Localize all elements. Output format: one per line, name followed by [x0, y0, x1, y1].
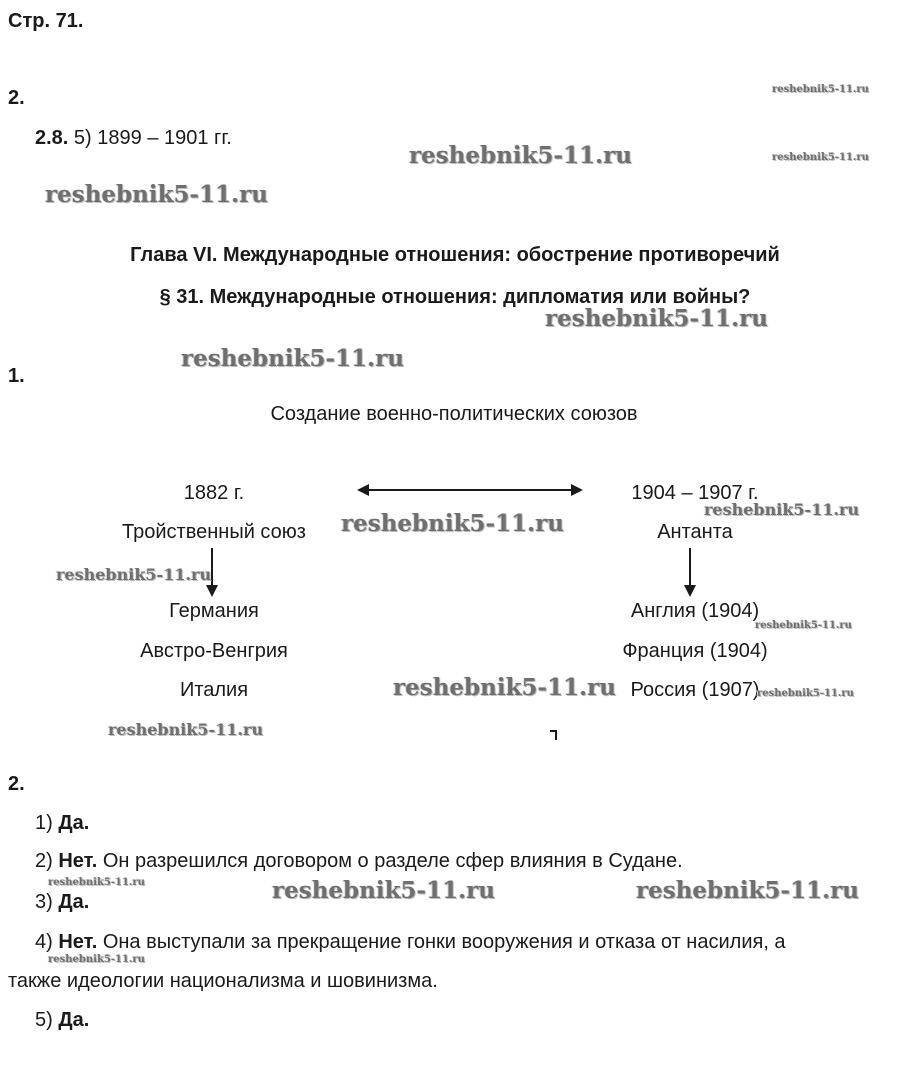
answer-verdict: Нет. — [58, 931, 98, 953]
left-alliance-name: Тройственный союз — [122, 521, 306, 543]
page-label: Стр. 71. — [8, 10, 84, 32]
left-member: Австро-Венгрия — [140, 640, 288, 662]
answer-number: 4) — [35, 931, 53, 953]
watermark: reshebnik5-11.ru — [704, 500, 860, 519]
answer-row — [35, 850, 683, 873]
watermark: reshebnik5-11.ru — [772, 152, 869, 163]
diagram-title: Создание военно-политических союзов — [270, 403, 638, 425]
watermark: reshebnik5-11.ru — [341, 510, 564, 537]
watermark: reshebnik5-11.ru — [755, 620, 852, 631]
stray-mark-icon — [549, 729, 559, 741]
answer-text-continuation: также идеологии национализма и шовинизма. — [8, 970, 438, 992]
answer-row — [35, 891, 89, 914]
item-number: 2.8. — [35, 127, 69, 149]
answer-2-8 — [35, 127, 232, 150]
watermark: reshebnik5-11.ru — [772, 84, 869, 95]
watermark: reshebnik5-11.ru — [545, 305, 768, 332]
watermark: reshebnik5-11.ru — [56, 565, 212, 584]
left-member: Германия — [169, 600, 259, 622]
left-year: 1882 г. — [183, 482, 245, 504]
answer-verdict: Да. — [58, 1009, 90, 1031]
section-number: 2. — [8, 87, 25, 109]
watermark: reshebnik5-11.ru — [45, 181, 268, 208]
right-alliance-name: Антанта — [657, 521, 733, 543]
answer-number: 3) — [35, 891, 53, 913]
watermark: reshebnik5-11.ru — [48, 954, 145, 965]
answer-row — [35, 931, 786, 954]
watermark: reshebnik5-11.ru — [181, 345, 404, 372]
item-text: 5) 1899 – 1901 гг. — [73, 127, 232, 149]
right-member: Англия (1904) — [630, 600, 760, 622]
answer-verdict: Да. — [58, 891, 90, 913]
answer-number: 5) — [35, 1009, 53, 1031]
watermark: reshebnik5-11.ru — [393, 674, 616, 701]
watermark: reshebnik5-11.ru — [272, 877, 495, 904]
double-arrow-icon — [355, 479, 585, 501]
right-year: 1904 – 1907 г. — [631, 482, 759, 504]
answer-text: Он разрешился договором о разделе сфер влияния в Судане. — [102, 850, 683, 872]
watermark: reshebnik5-11.ru — [757, 688, 854, 699]
task2-number: 2. — [8, 773, 25, 795]
right-member: Франция (1904) — [622, 640, 768, 662]
answer-text: Она выступали за прекращение гонки вооружения и отказа от насилия, а — [102, 931, 786, 953]
watermark: reshebnik5-11.ru — [108, 720, 264, 739]
answer-number: 2) — [35, 850, 53, 872]
paragraph-title: § 31. Международные отношения: дипломатия или войны? — [159, 286, 751, 308]
right-member: Россия (1907) — [630, 679, 760, 701]
answer-number: 1) — [35, 812, 53, 834]
answer-verdict: Да. — [58, 812, 90, 834]
chapter-title: Глава VI. Международные отношения: обострение противоречий — [130, 244, 780, 266]
watermark: reshebnik5-11.ru — [409, 142, 632, 169]
answer-row — [35, 812, 89, 835]
answer-row — [35, 1009, 89, 1032]
answer-verdict: Нет. — [58, 850, 98, 872]
watermark: reshebnik5-11.ru — [636, 877, 859, 904]
task1-number: 1. — [8, 365, 25, 387]
down-arrow-icon — [678, 548, 702, 598]
watermark: reshebnik5-11.ru — [48, 877, 145, 888]
left-member: Италия — [179, 679, 249, 701]
